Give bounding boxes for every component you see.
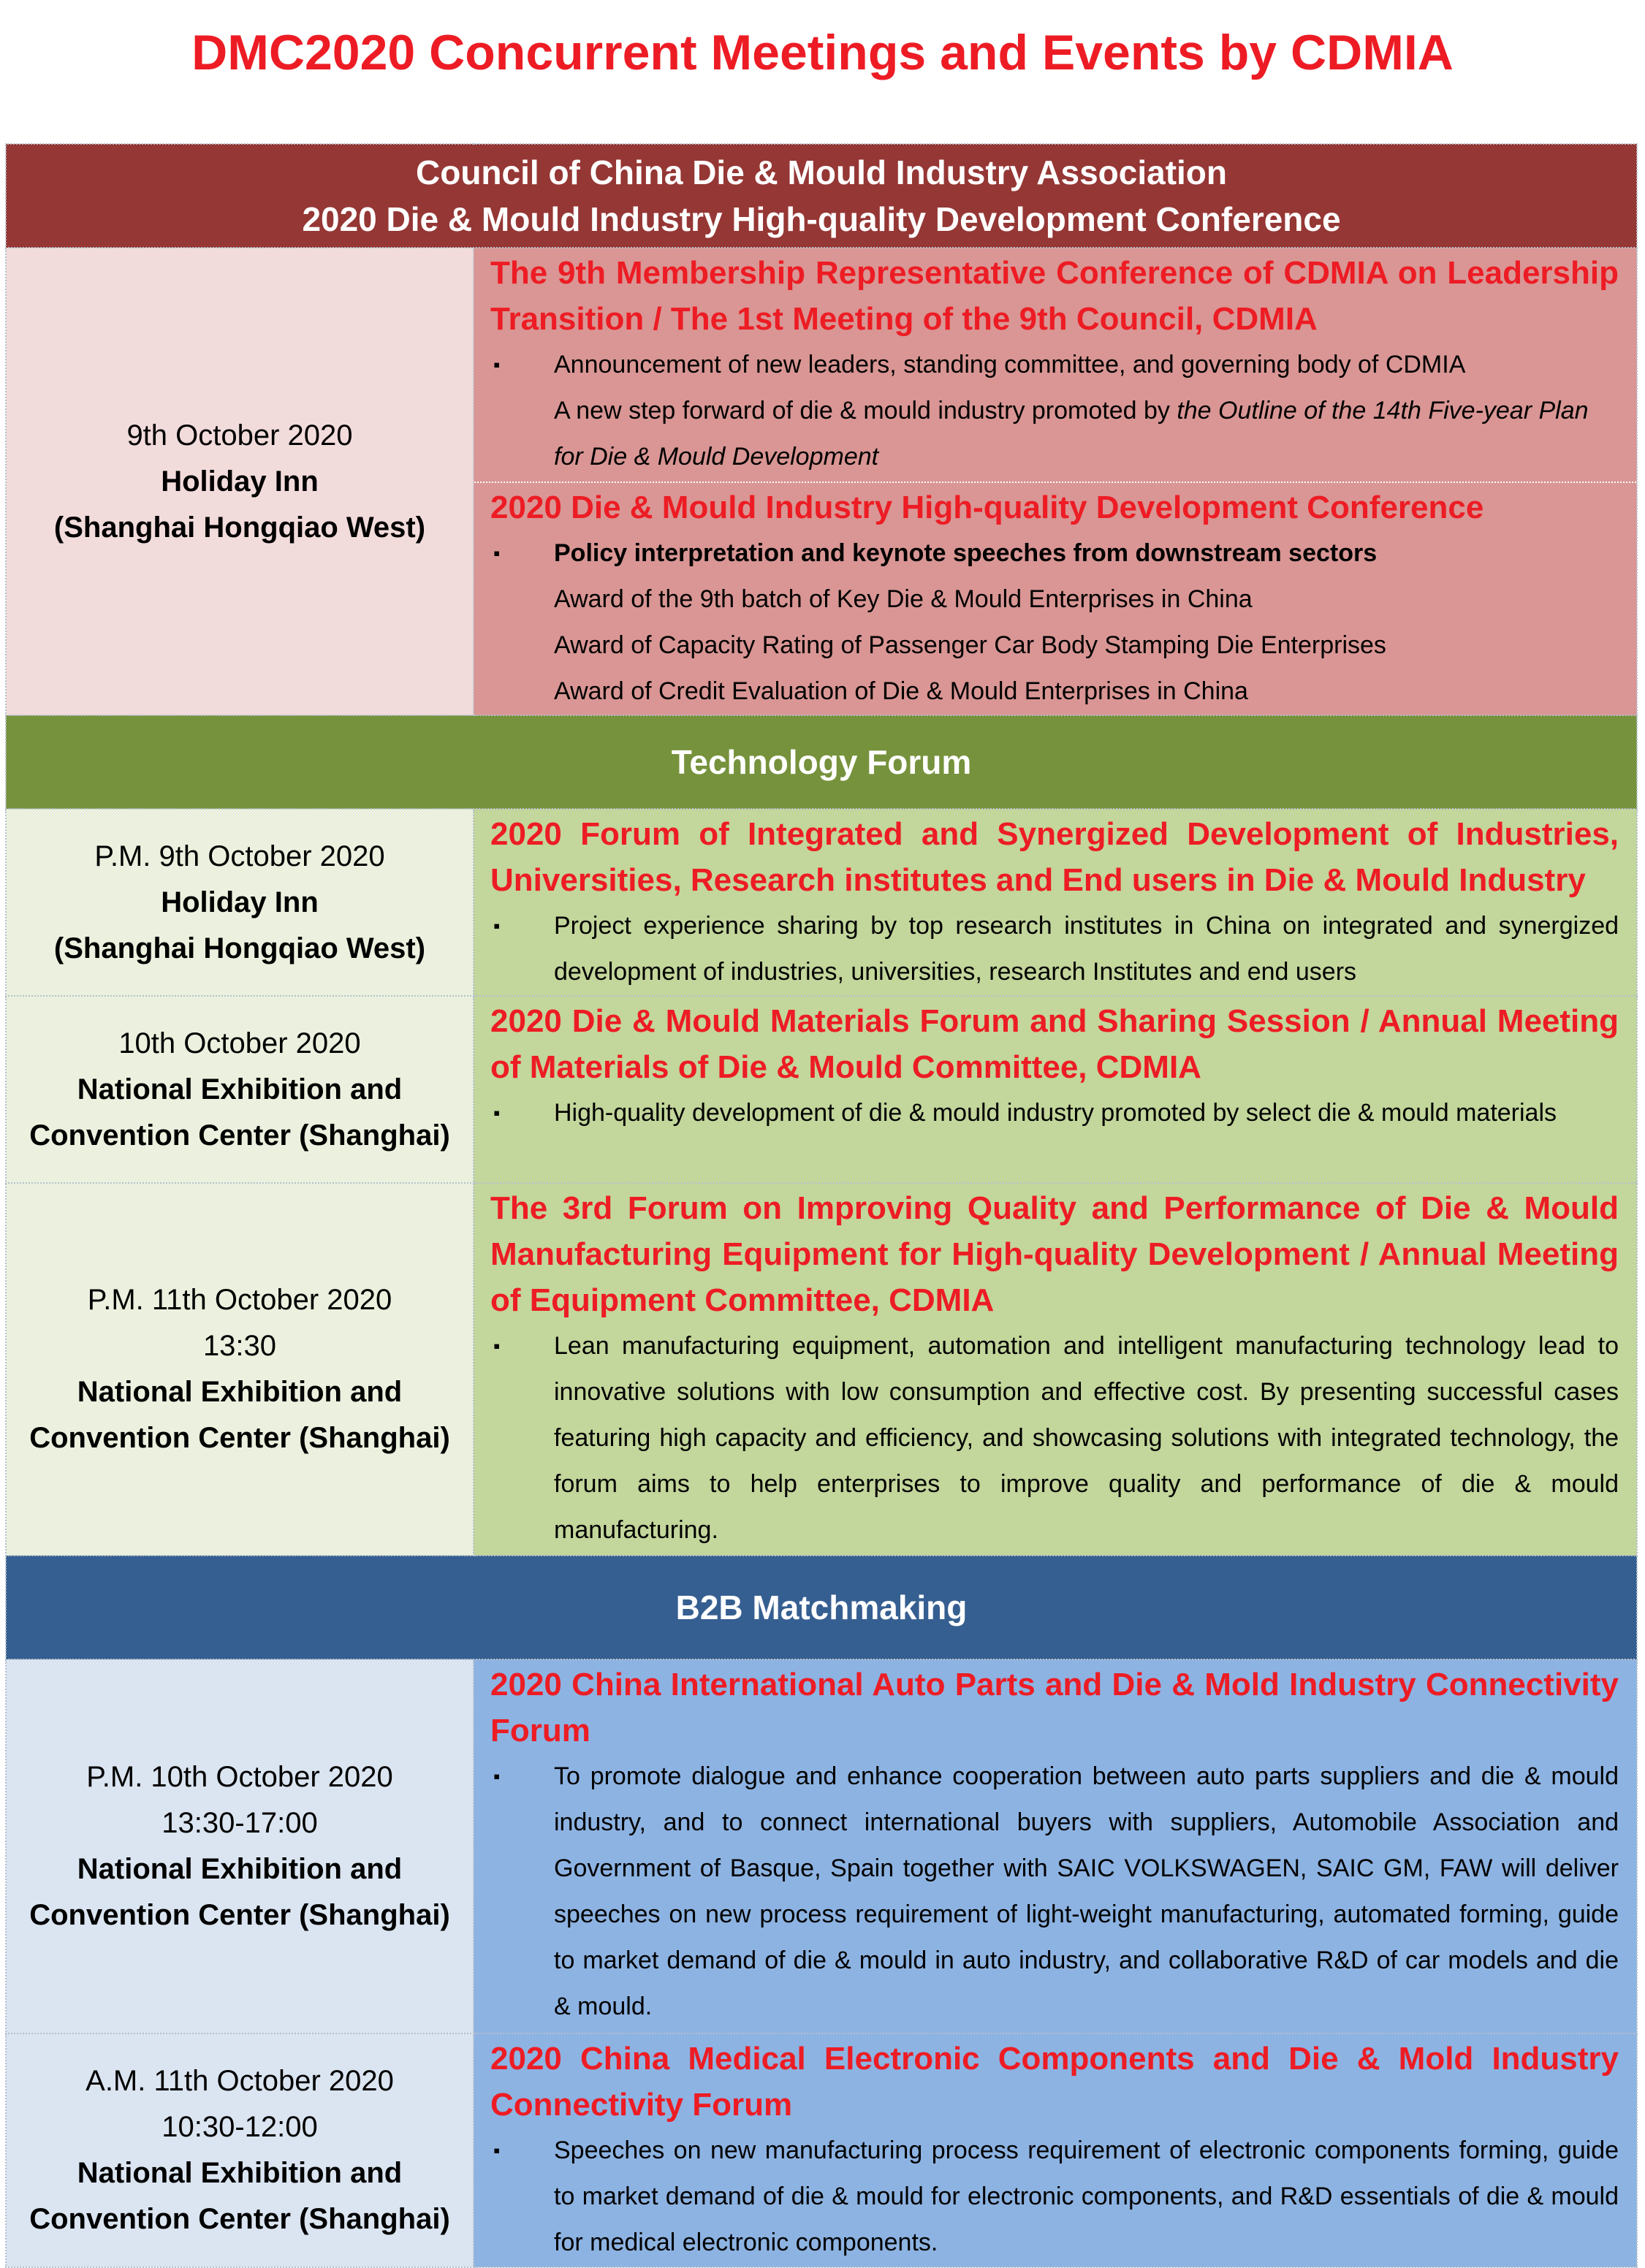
bullet-text: To promote dialogue and enhance cooperation between auto parts suppliers and die & mould industry, and to connect international buyers with suppliers, Automobile Association and Government of Basque, Spain together with SAIC VOLKSWAGEN, SAIC GM, FAW will deliver speeches on new process requirement of light-weight manufacturing, automated forming, guide to market demand of die & mould in auto industry, and collaborative R&D of car models and die & mould. (554, 1762, 1619, 2020)
event-bullet (490, 342, 1619, 388)
event-title: 2020 China Medical Electronic Components and Die & Mold Industry Connectivity Forum (490, 2041, 1619, 2123)
section-header-line: 2020 Die & Mould Industry High-quality Development Conference (302, 200, 1341, 238)
event-date: 10th October 2020 (118, 1027, 361, 1059)
event-time: 13:30-17:00 (162, 1807, 318, 1839)
bullet-text: Project experience sharing by top research institutes in China on integrated and synergized development of industries, universities, research Institutes and end users (554, 912, 1619, 986)
bullet-marker: ▪ (493, 1102, 501, 1124)
event-venue: National Exhibition and (77, 1073, 403, 1106)
section-header-technology-forum (6, 715, 1637, 809)
section-header-cell: B2B Matchmaking (6, 1556, 1637, 1659)
bullet-marker: ▪ (493, 542, 501, 564)
event-bullet (490, 1754, 1619, 2030)
table-row (6, 1183, 1637, 1556)
section-header-council (6, 144, 1637, 248)
event-title: The 9th Membership Representative Conference of CDMIA on Leadership Transition / The 1st Meeting of the 9th Council, CDMIA (490, 255, 1619, 337)
event-block (474, 997, 1636, 1136)
bullet-text: Announcement of new leaders, standing committee, and governing body of CDMIA (554, 351, 1466, 378)
bullet-text: High-quality development of die & mould industry promoted by select die & mould materials (554, 1099, 1557, 1127)
bullet-text: Speeches on new manufacturing process requirement of electronic components forming, guide to market demand of die & mould for electronic components, and R&D essentials of die & mould for medical electronic components. (554, 2136, 1619, 2256)
event-time: 10:30-12:00 (162, 2111, 318, 2143)
event-venue: National Exhibition and (77, 2157, 403, 2189)
event-title: The 3rd Forum on Improving Quality and Performance of Die & Mould Manufacturing Equipment for High-quality Development / Annual Meeting of Equipment Committee, CDMIA (490, 1190, 1619, 1318)
event-venue: (Shanghai Hongqiao West) (53, 932, 426, 964)
table-row (6, 809, 1637, 996)
event-venue: National Exhibition and (77, 1853, 403, 1885)
event-venue: Convention Center (Shanghai) (29, 1422, 450, 1454)
date-venue-cell (6, 996, 474, 1183)
event-detail-cell (474, 248, 1637, 715)
bullet-marker: ▪ (493, 354, 501, 376)
event-time: 13:30 (202, 1330, 277, 1362)
event-date: A.M. 11th October 2020 (86, 2065, 394, 2097)
event-venue: Convention Center (Shanghai) (29, 1899, 450, 1931)
event-date: 9th October 2020 (126, 419, 353, 452)
section-header-line: Council of China Die & Mould Industry Association (416, 153, 1227, 191)
event-detail-cell (474, 809, 1637, 996)
section-header-b2b-matchmaking (6, 1556, 1637, 1659)
event-bullet (490, 1323, 1619, 1553)
event-venue: Holiday Inn (161, 465, 319, 498)
table-row (6, 996, 1637, 1183)
page-title: DMC2020 Concurrent Meetings and Events by CDMIA (191, 25, 1454, 80)
event-bullet (490, 530, 1619, 576)
event-subline: Award of Credit Evaluation of Die & Mould Enterprises in China (554, 677, 1248, 705)
bullet-marker: ▪ (493, 1335, 501, 1357)
event-detail-cell (474, 1183, 1637, 1556)
event-block (474, 1660, 1636, 2030)
date-venue-cell (6, 248, 474, 715)
bullet-marker: ▪ (493, 915, 501, 937)
event-block (474, 1184, 1636, 1553)
date-venue-cell (6, 2033, 474, 2267)
event-detail-cell (474, 1659, 1637, 2033)
section-header-cell: Technology Forum (6, 715, 1637, 809)
date-venue-cell (6, 1183, 474, 1556)
event-title: 2020 Forum of Integrated and Synergized Development of Industries, Universities, Research institutes and End users in Die & Mould Industry (490, 816, 1619, 898)
section-header-cell (6, 144, 1637, 248)
subline-italic-text: the Outline of the 14th Five-year Plan for Die & Mould Development (554, 397, 1589, 471)
date-venue-cell (6, 809, 474, 996)
event-block (474, 482, 1636, 715)
event-block (474, 2034, 1636, 2266)
event-bullet (490, 2128, 1619, 2266)
event-subline: Award of Capacity Rating of Passenger Car Body Stamping Die Enterprises (554, 631, 1386, 659)
bullet-text: Lean manufacturing equipment, automation and intelligent manufacturing technology lead to innovative solutions with low consumption and effective cost. By presenting successful cases featuring high capacity and efficiency, and showcasing solutions with integrated technology, the forum aims to help enterprises to improve quality and performance of die & mould manufacturing. (554, 1332, 1619, 1544)
event-date: P.M. 10th October 2020 (86, 1761, 393, 1793)
event-title: 2020 Die & Mould Industry High-quality Development Conference (490, 490, 1484, 525)
event-bullet (490, 903, 1619, 995)
bullet-marker: ▪ (493, 2139, 501, 2161)
event-date: P.M. 11th October 2020 (87, 1284, 392, 1316)
event-subline (490, 388, 1619, 480)
event-bullet (490, 1090, 1619, 1136)
bullet-marker: ▪ (493, 1765, 501, 1787)
event-title: 2020 Die & Mould Materials Forum and Sharing Session / Annual Meeting of Materials of Die & Mould Committee, CDMIA (490, 1003, 1619, 1085)
table-row (6, 1659, 1637, 2033)
event-venue: National Exhibition and (77, 1376, 403, 1408)
schedule-table (5, 143, 1638, 2268)
date-venue-cell (6, 1659, 474, 2033)
event-venue: Convention Center (Shanghai) (29, 1119, 450, 1152)
subline-text: A new step forward of die & mould industry promoted by (554, 397, 1177, 425)
table-row (6, 248, 1637, 715)
bullet-text: Policy interpretation and keynote speeches from downstream sectors (554, 539, 1378, 567)
event-detail-cell (474, 996, 1637, 1183)
event-detail-cell (474, 2033, 1637, 2267)
event-venue: Holiday Inn (161, 886, 319, 918)
event-block (474, 810, 1636, 995)
event-block (474, 248, 1636, 482)
event-venue: (Shanghai Hongqiao West) (53, 511, 426, 544)
event-date: P.M. 9th October 2020 (94, 840, 385, 872)
event-title: 2020 China International Auto Parts and Die & Mold Industry Connectivity Forum (490, 1667, 1619, 1748)
event-venue: Convention Center (Shanghai) (29, 2203, 450, 2235)
table-row (6, 2033, 1637, 2267)
event-subline: Award of the 9th batch of Key Die & Mould Enterprises in China (554, 585, 1253, 613)
